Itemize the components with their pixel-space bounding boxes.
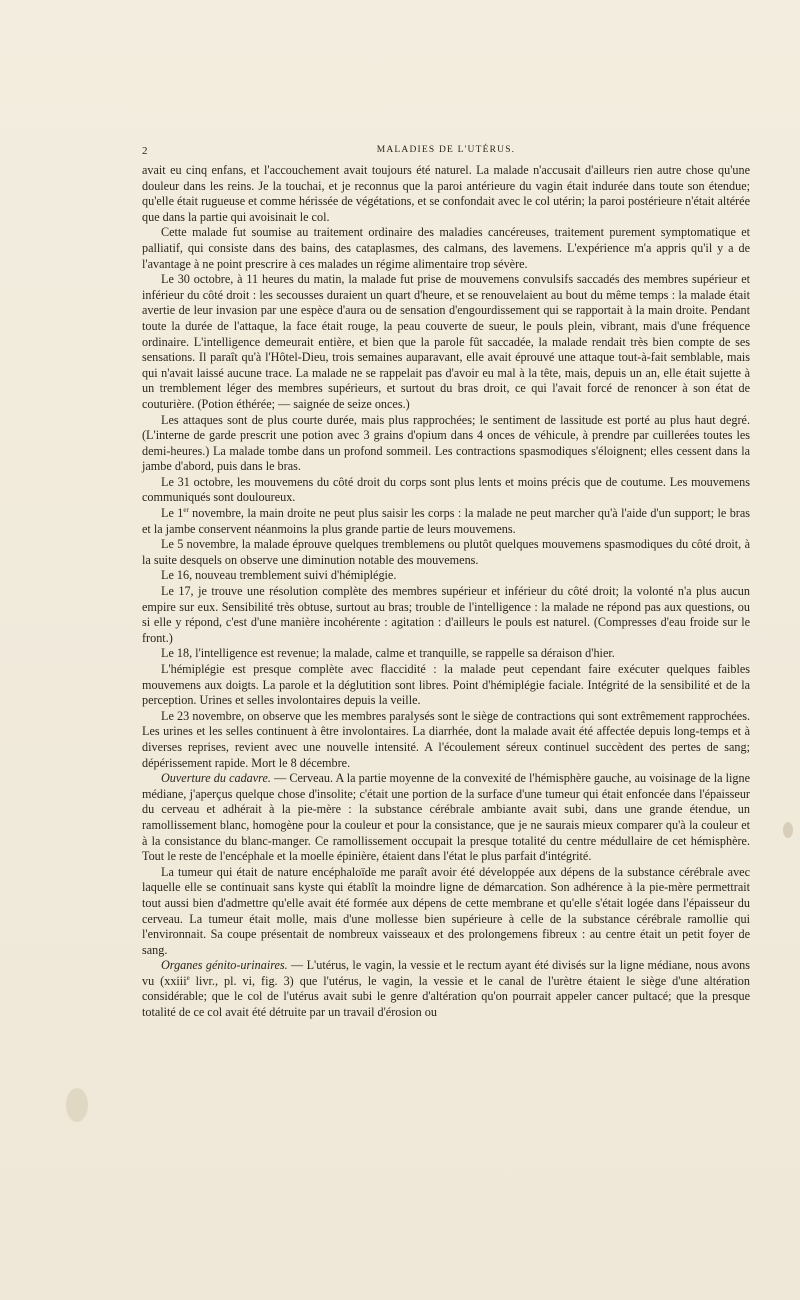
paragraph-text: avait eu cinq enfans, et l'accouchement avait toujours été naturel. La malade n'accusait d'ailleurs rien autre chose qu'une douleur dans les reins. Je la touchai, et je reconnus que la paroi antérieure du vagin était indurée dans toute son étendue; qu'elle était rugueuse et comme hérissée de végétations, et se confondait avec le col utérin; la paroi postérieure n'était altérée que dans la partie qui avoisinait le col. bbox=[142, 163, 750, 224]
paragraph bbox=[142, 163, 750, 225]
paragraph-text: Le 1 bbox=[161, 506, 184, 521]
running-title: MALADIES DE L'UTÉRUS. bbox=[376, 145, 516, 155]
paragraph-text: — Cerveau. A la partie moyenne de la convexité de l'hémisphère gauche, au voisinage de la ligne médiane, j'aperçus quelque chose d'insolite; c'était une portion de la surface d'une tumeur qui était enfoncée dans l'épaisseur du cerveau et adhérait à la pie-mère : la substance cérébrale ambiante avait subi, dans une grande étendue, un ramollissement blanc, homogène pour la couleur et pour la consistance, que je ne saurais mieux comparer qu'à la couleur et à la consistance du blanc-manger. Ce ramollissement occupait la presque totalité du centre médullaire de cet hémisphère. Tout le reste de l'encéphale et la moelle épinière, étaient dans l'état le plus parfait d'intégrité. bbox=[142, 771, 750, 864]
paragraph bbox=[142, 646, 750, 662]
paragraph bbox=[142, 958, 750, 1020]
paragraph bbox=[142, 584, 750, 646]
paragraph-text: Le 17, je trouve une résolution complète des membres supérieur et inférieur du côté droit; la volonté n'a plus aucun empire sur eux. Sensibilité très obtuse, surtout au bras; trouble de l'intelligence : la malade ne répond pas aux questions, ou si elle y répond, c'est d'une manière incohérente : agitation : d'ailleurs le pouls est naturel. (Compresses d'eau froide sur le front.) bbox=[142, 584, 750, 645]
paragraph bbox=[142, 568, 750, 584]
paragraph bbox=[142, 537, 750, 568]
paragraph bbox=[142, 475, 750, 506]
paragraph-lead: Organes génito-urinaires. bbox=[161, 958, 288, 973]
paragraph-text: Les attaques sont de plus courte durée, mais plus rapprochées; le sentiment de lassitude est porté au plus haut degré. (L'interne de garde prescrit une potion avec 3 grains d'opium dans 4 onces de véhicule, à prendre par cuillerées toutes les demi-heures.) La malade tombe dans un profond sommeil. Les contractions spasmodiques s'éloignent; elles cessent dans la jambe d'abord, puis dans le bras. bbox=[142, 412, 750, 474]
page-body bbox=[142, 163, 750, 1021]
paper-stain bbox=[66, 1088, 88, 1122]
paragraph-text: novembre, la main droite ne peut plus saisir les corps : la malade ne peut marcher qu'à l'aide d'un support; le bras et la jambe conservent néanmoins la plus grande partie de leurs mouvemens. bbox=[142, 506, 751, 536]
page-header bbox=[142, 145, 750, 159]
paragraph-text: L'hémiplégie est presque complète avec flaccidité : la malade peut cependant faire exécuter quelques faibles mouvemens aux doigts. La parole et la déglutition sont libres. Point d'hémiplégie faciale. Intégrité de la sensibilité et de la perception. Urines et selles involontaires depuis la veille. bbox=[142, 662, 750, 708]
paragraph-text: Le 23 novembre, on observe que les membres paralysés sont le siège de contractions qui sont extrêmement rapprochées. Les urines et les selles continuent à être involontaires. La diarrhée, dont la malade avait été affectée depuis long-temps et à diverses reprises, revient avec une nouvelle intensité. A l'écoulement séreux continuel succèdent des pertes de sang; dépérissement rapide. Mort le 8 décembre. bbox=[142, 708, 750, 770]
page-number: 2 bbox=[142, 145, 148, 157]
superscript: e bbox=[186, 973, 190, 982]
paragraph bbox=[142, 662, 750, 709]
paragraph-text: Cette malade fut soumise au traitement ordinaire des maladies cancéreuses, traitement purement symptomatique et palliatif, qui consiste dans des bains, des cataplasmes, des calmans, des lavemens. L'expérience m'a appris qu'il y a de l'avantage à ne point prescrire à ces malades un régime alimentaire trop sévère. bbox=[142, 225, 750, 271]
paragraph-text: La tumeur qui était de nature encéphaloïde me paraît avoir été développée aux dépens de la substance cérébrale avec laquelle elle se continuait sans kyste qui établît la moindre ligne de démarcation. Son adhérence à la pie-mère permettrait tout aussi bien d'admettre qu'elle avait été formée aux dépens de cette membrane et qu'elle s'était logée dans l'épaisseur du cerveau. La tumeur était molle, mais d'une mollesse bien supérieure à celle de la substance cérébrale ramollie qui l'environnait. Sa coupe présentait de nombreux vaisseaux et des prolongemens fibreux : au centre était un petit foyer de sang. bbox=[142, 864, 750, 957]
paragraph bbox=[142, 225, 750, 272]
paragraph bbox=[142, 771, 750, 865]
paragraph-text: Le 18, l'intelligence est revenue; la malade, calme et tranquille, se rappelle sa déraison d'hier. bbox=[161, 646, 615, 661]
paragraph bbox=[142, 506, 750, 537]
paragraph-lead: Ouverture du cadavre. bbox=[161, 771, 271, 786]
paper-stain bbox=[783, 822, 793, 838]
paragraph bbox=[142, 865, 750, 959]
paragraph-text: Le 31 octobre, les mouvemens du côté droit du corps sont plus lents et moins précis que de coutume. Les mouvemens communiqués sont douloureux. bbox=[142, 474, 750, 505]
paragraph-text: Le 16, nouveau tremblement suivi d'hémiplégie. bbox=[161, 568, 397, 583]
paragraph-text: Le 30 octobre, à 11 heures du matin, la malade fut prise de mouvemens convulsifs saccadés des membres supérieur et inférieur du côté droit : les secousses duraient un quart d'heure, et se renouvelaient au bout du même temps : la malade était avertie de leur invasion par une espèce d'aura ou de sensation d'engourdissement qui se rapportait à la main droite. Pendant toute la durée de l'attaque, la face était rouge, la peau couverte de sueur, le pouls plein, vibrant, mais d'une fréquence ordinaire. L'intelligence demeurait entière, et bien que la parole fût saccadée, la malade rendait très bien compte de ses sensations. Il paraît qu'à l'Hôtel-Dieu, trois semaines auparavant, elle avait éprouvé une attaque tout-à-fait semblable, mais qui n'avait laissé aucune trace. La malade ne se rappelait pas d'avoir eu mal à la tête, mais, depuis un an, elle était sujette à un tremblement léger des membres supérieurs, et surtout du bras droit, ce qui l'avait forcé de renoncer à son état de couturière. (Potion éthérée; — saignée de seize onces.) bbox=[142, 272, 750, 411]
paragraph-text: Le 5 novembre, la malade éprouve quelques tremblemens ou plutôt quelques mouvemens spasmodiques du côté droit, à la suite desquels on observe une diminution notable des mouvemens. bbox=[142, 537, 750, 567]
paragraph bbox=[142, 709, 750, 771]
paragraph-text: — L'utérus, le vagin, la vessie et le rectum ayant été divisés sur la ligne médiane, nous avons vu (xxiii bbox=[142, 958, 750, 988]
paragraph bbox=[142, 413, 750, 475]
paragraph bbox=[142, 272, 750, 412]
superscript: er bbox=[183, 506, 189, 514]
paragraph-text: livr., pl. vi, fig. 3) que l'utérus, le vagin, la vessie et le canal de l'urètre étaient le siège d'une altération considérable; que le col de l'utérus avait subi le genre d'altération qu'on pourrait appeler cancer pultacé; que la presque totalité de ce col avait été détruite par un travail d'érosion ou bbox=[142, 973, 750, 1020]
